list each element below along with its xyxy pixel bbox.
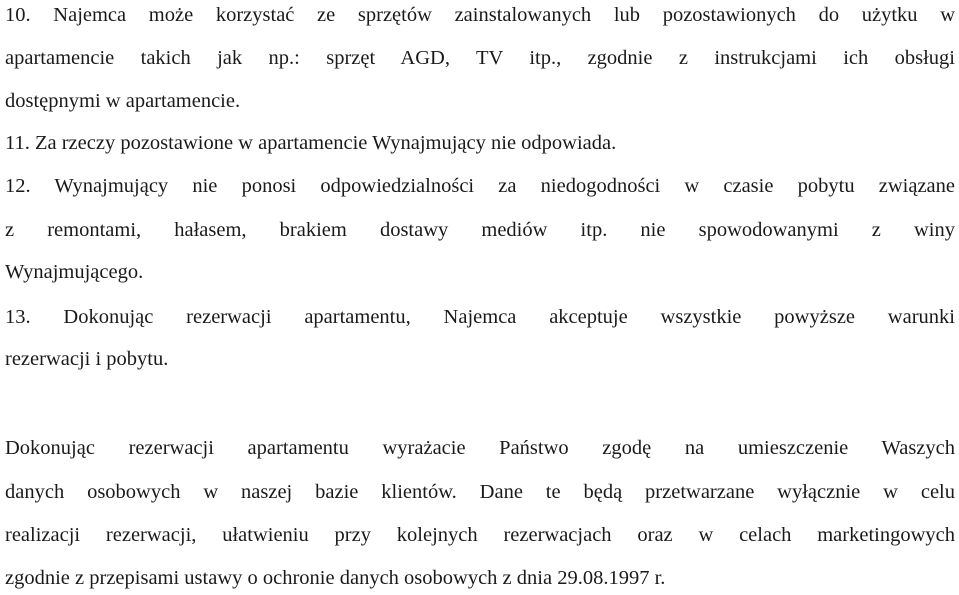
text-line: z remontami, hałasem, brakiem dostawy mediów itp. nie spowodowanymi z winy (5, 219, 955, 241)
text-line: danych osobowych w naszej bazie klientów. Dane te będą przetwarzane wyłącznie w celu (5, 481, 955, 503)
text-line: 13. Dokonując rezerwacji apartamentu, Najemca akceptuje wszystkie powyższe warunki (5, 306, 955, 328)
text-line: 10. Najemca może korzystać ze sprzętów zainstalowanych lub pozostawionych do użytku w (5, 4, 955, 26)
text-line: 11. Za rzeczy pozostawione w apartamencie Wynajmujący nie odpowiada. (5, 132, 617, 154)
text-line: apartamencie takich jak np.: sprzęt AGD, TV itp., zgodnie z instrukcjami ich obsługi (5, 47, 955, 69)
text-line: zgodnie z przepisami ustawy o ochronie danych osobowych z dnia 29.08.1997 r. (5, 567, 666, 589)
text-line: dostępnymi w apartamencie. (5, 90, 241, 112)
text-line: realizacji rezerwacji, ułatwieniu przy kolejnych rezerwacjach oraz w celach marketingowych (5, 524, 955, 546)
text-line: rezerwacji i pobytu. (5, 348, 169, 370)
text-line: 12. Wynajmujący nie ponosi odpowiedzialności za niedogodności w czasie pobytu związane (5, 175, 955, 197)
text-line: Wynajmującego. (5, 261, 144, 283)
text-line: Dokonując rezerwacji apartamentu wyrażacie Państwo zgodę na umieszczenie Waszych (5, 437, 955, 459)
